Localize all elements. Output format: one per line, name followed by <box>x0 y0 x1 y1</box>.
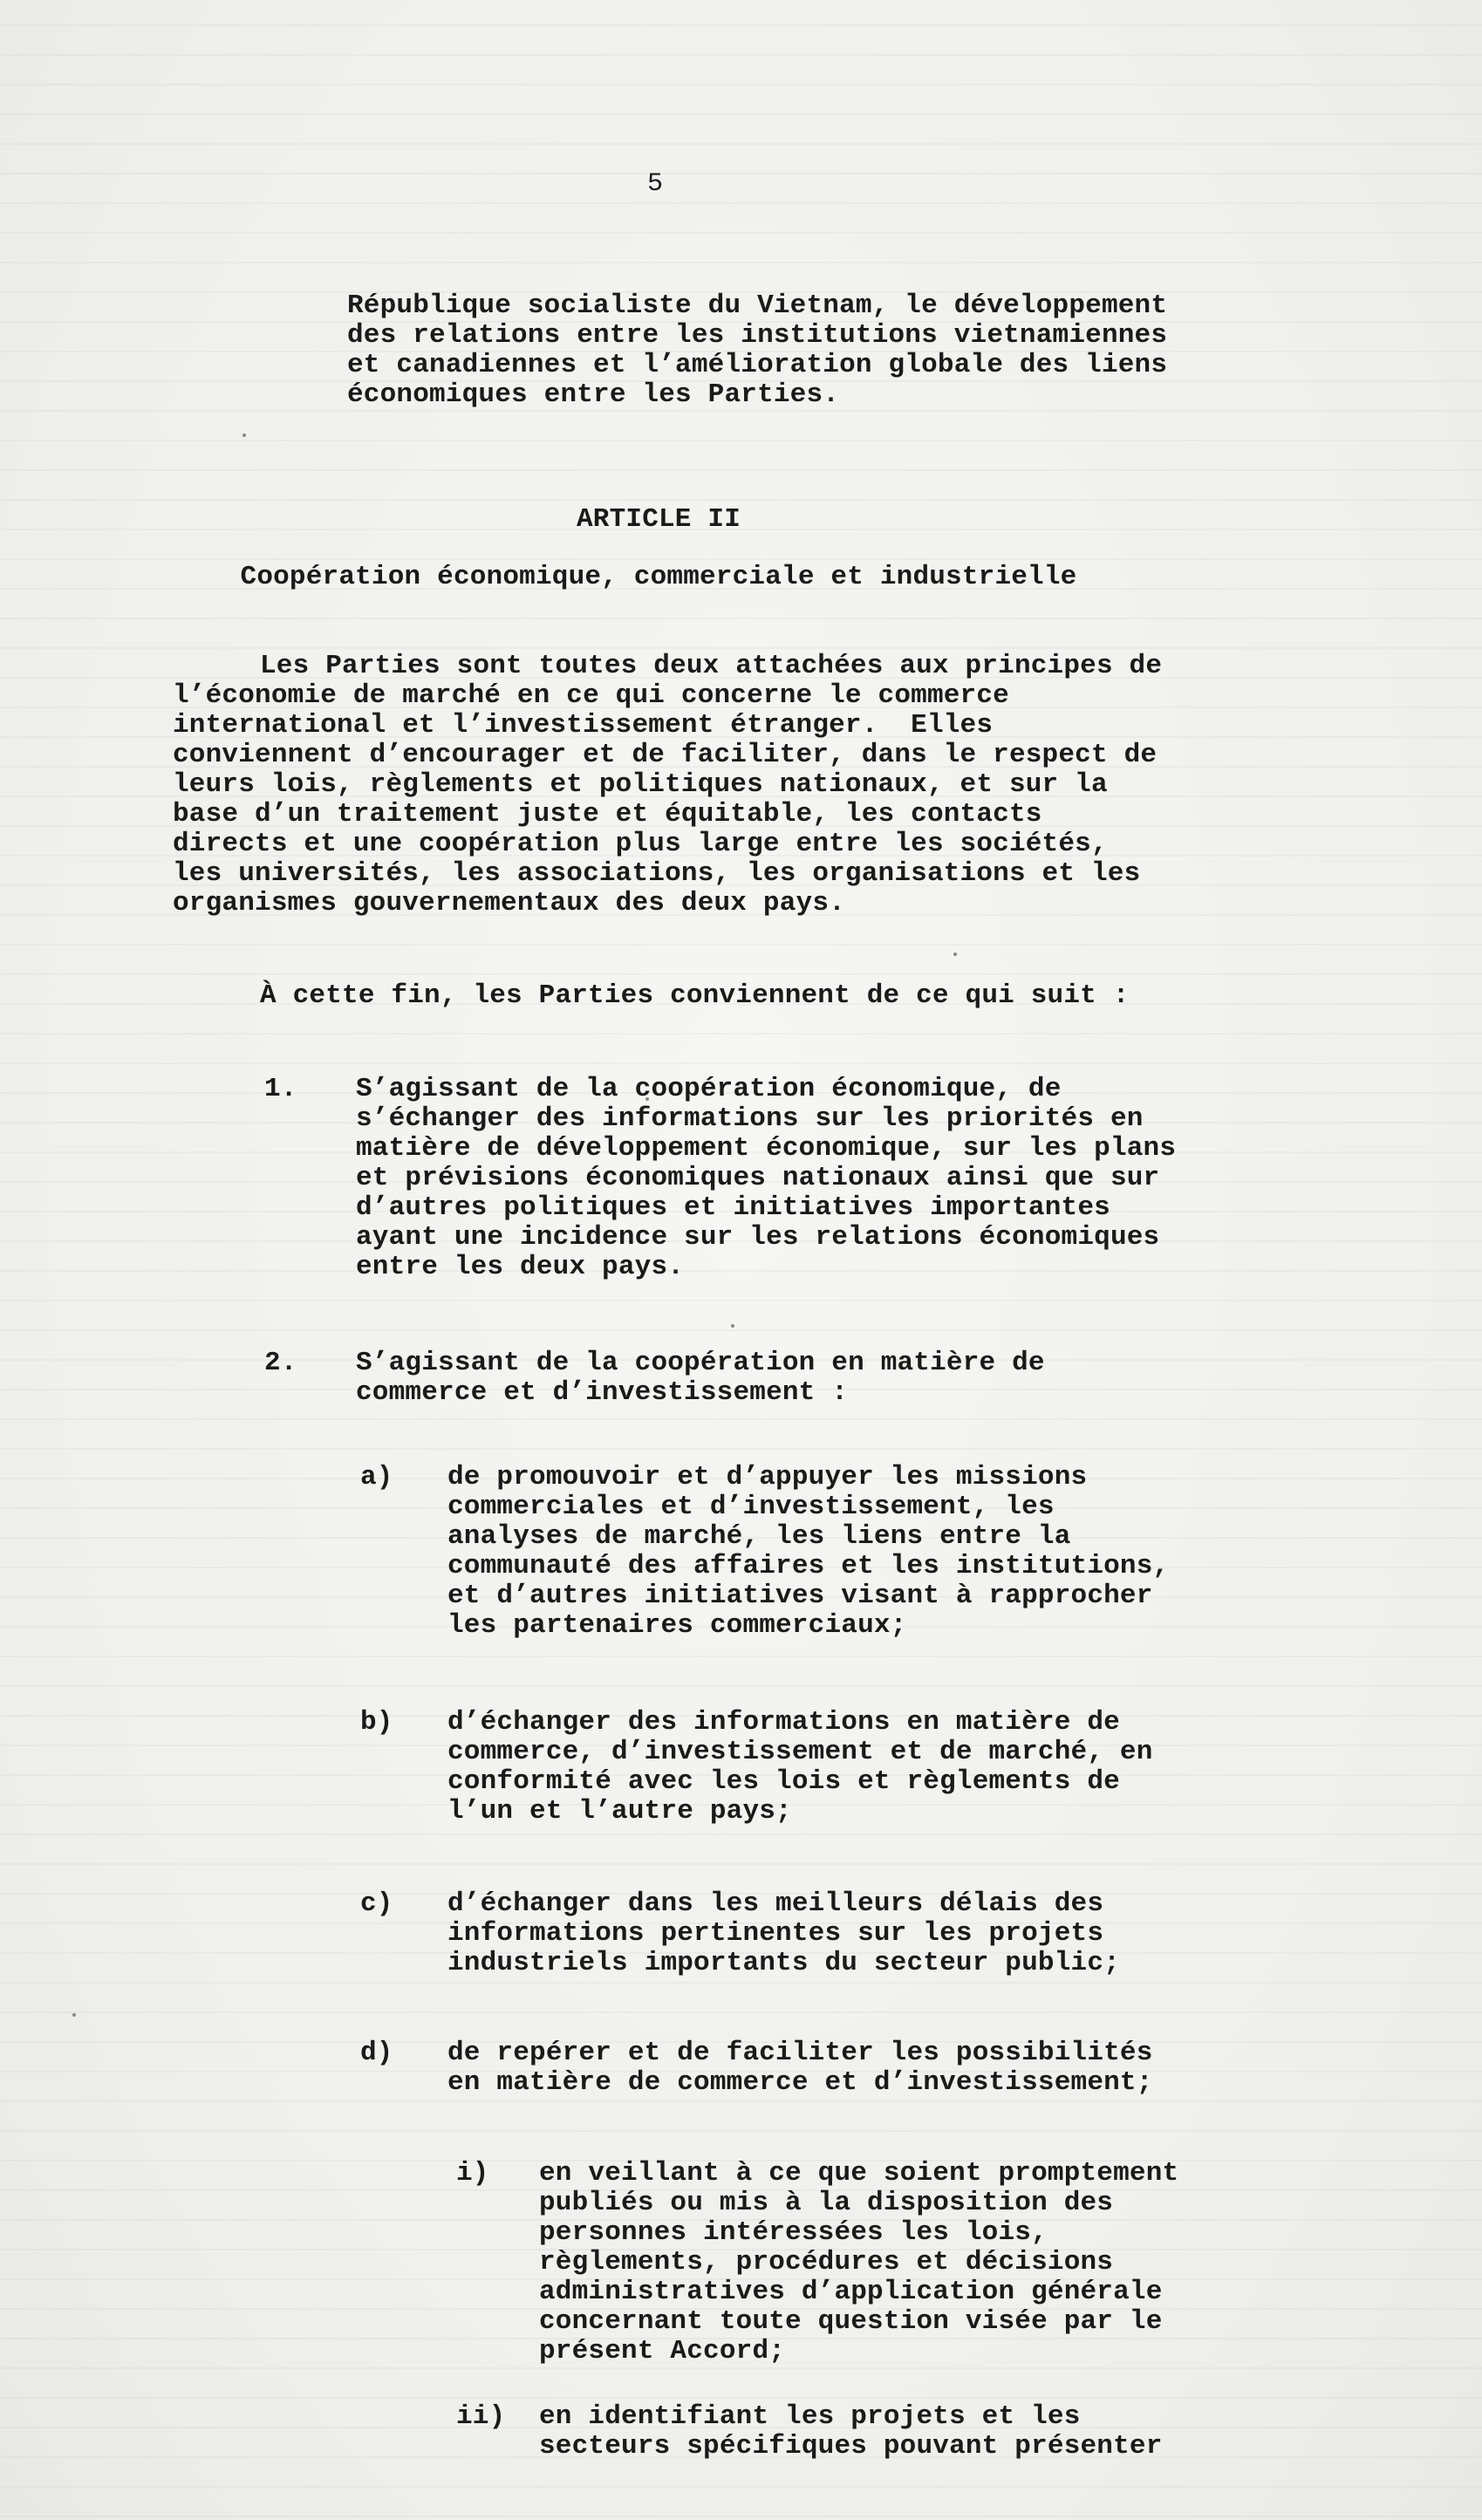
item-line: s’échanger des informations sur les priorités en <box>356 1103 1144 1134</box>
sub-item-line: l’un et l’autre pays; <box>447 1796 792 1827</box>
sub-item-line: conformité avec les lois et règlements de <box>447 1766 1120 1797</box>
sub-item-label: c) <box>360 1888 393 1919</box>
sub-sub-item-line: administratives d’application générale <box>539 2277 1163 2307</box>
sub-sub-item-label: i) <box>456 2158 489 2189</box>
intro-line: et canadiennes et l’amélioration globale des liens <box>347 350 1168 380</box>
item-line: d’autres politiques et initiatives importantes <box>356 1192 1110 1223</box>
speck <box>242 434 246 437</box>
sub-item-line: analyses de marché, les liens entre la <box>447 1521 1071 1552</box>
item-line: et prévisions économiques nationaux ainsi que sur <box>356 1163 1160 1193</box>
speck <box>953 953 957 956</box>
paragraph-line: base d’un traitement juste et équitable, les contacts <box>173 799 1042 830</box>
sub-item-label: b) <box>360 1707 393 1738</box>
sub-item-label: d) <box>360 2038 393 2068</box>
sub-sub-item-line: secteurs spécifiques pouvant présenter <box>539 2431 1163 2462</box>
paragraph-line: international et l’investissement étranger. Elles <box>173 710 994 741</box>
paragraph-line: conviennent d’encourager et de faciliter, dans le respect de <box>173 740 1158 770</box>
paragraph-line: Les Parties sont toutes deux attachées aux principes de <box>260 651 1163 681</box>
sub-sub-item-line: en veillant à ce que soient promptement <box>539 2158 1179 2189</box>
sub-item-line: informations pertinentes sur les projets <box>447 1918 1104 1949</box>
sub-item-line: commerce, d’investissement et de marché, en <box>447 1737 1153 1767</box>
sub-sub-item-label: ii) <box>456 2401 506 2432</box>
intro-line: économiques entre les Parties. <box>347 379 840 410</box>
paragraph-line: À cette fin, les Parties conviennent de ce qui suit : <box>260 980 1130 1011</box>
page-number: 5 <box>647 169 664 199</box>
sub-item-label: a) <box>360 1462 393 1492</box>
sub-sub-item-line: règlements, procédures et décisions <box>539 2247 1114 2278</box>
item-number: 2. <box>264 1348 297 1378</box>
sub-item-line: et d’autres initiatives visant à rapprocher <box>447 1581 1153 1611</box>
item-line: ayant une incidence sur les relations économiques <box>356 1222 1160 1253</box>
speck <box>72 2013 76 2017</box>
sub-item-line: de repérer et de faciliter les possibilités <box>447 2038 1153 2068</box>
sub-sub-item-line: publiés ou mis à la disposition des <box>539 2188 1114 2218</box>
paragraph-line: organismes gouvernementaux des deux pays. <box>173 888 845 919</box>
sub-item-line: d’échanger des informations en matière de <box>447 1707 1120 1738</box>
item-number: 1. <box>264 1074 297 1104</box>
sub-item-line: commerciales et d’investissement, les <box>447 1492 1055 1522</box>
intro-line: des relations entre les institutions vietnamiennes <box>347 320 1168 351</box>
paragraph-line: l’économie de marché en ce qui concerne le commerce <box>173 680 1009 711</box>
sub-item-line: les partenaires commerciaux; <box>447 1610 907 1641</box>
sub-sub-item-line: présent Accord; <box>539 2336 786 2366</box>
item-line: S’agissant de la coopération en matière de <box>356 1348 1045 1378</box>
item-line: entre les deux pays. <box>356 1252 685 1282</box>
item-line: S’agissant de la coopération économique, de <box>356 1074 1062 1104</box>
sub-item-line: en matière de commerce et d’investissement; <box>447 2067 1153 2098</box>
sub-sub-item-line: personnes intéressées les lois, <box>539 2217 1048 2248</box>
item-line: commerce et d’investissement : <box>356 1377 849 1408</box>
paragraph-line: leurs lois, règlements et politiques nationaux, et sur la <box>173 769 1108 800</box>
sub-item-line: d’échanger dans les meilleurs délais des <box>447 1888 1104 1919</box>
speck <box>731 1324 734 1328</box>
sub-item-line: industriels importants du secteur public; <box>447 1948 1120 1978</box>
item-line: matière de développement économique, sur les plans <box>356 1133 1177 1164</box>
sub-item-line: communauté des affaires et les institutions, <box>447 1551 1170 1581</box>
article-subtitle: Coopération économique, commerciale et industrielle <box>240 562 1077 592</box>
article-heading: ARTICLE II <box>576 504 741 535</box>
paragraph-line: les universités, les associations, les organisations et les <box>173 858 1141 889</box>
sub-sub-item-line: en identifiant les projets et les <box>539 2401 1081 2432</box>
intro-line: République socialiste du Vietnam, le développement <box>347 290 1168 321</box>
sub-sub-item-line: concernant toute question visée par le <box>539 2306 1163 2337</box>
paragraph-line: directs et une coopération plus large entre les sociétés, <box>173 829 1108 859</box>
sub-item-line: de promouvoir et d’appuyer les missions <box>447 1462 1088 1492</box>
